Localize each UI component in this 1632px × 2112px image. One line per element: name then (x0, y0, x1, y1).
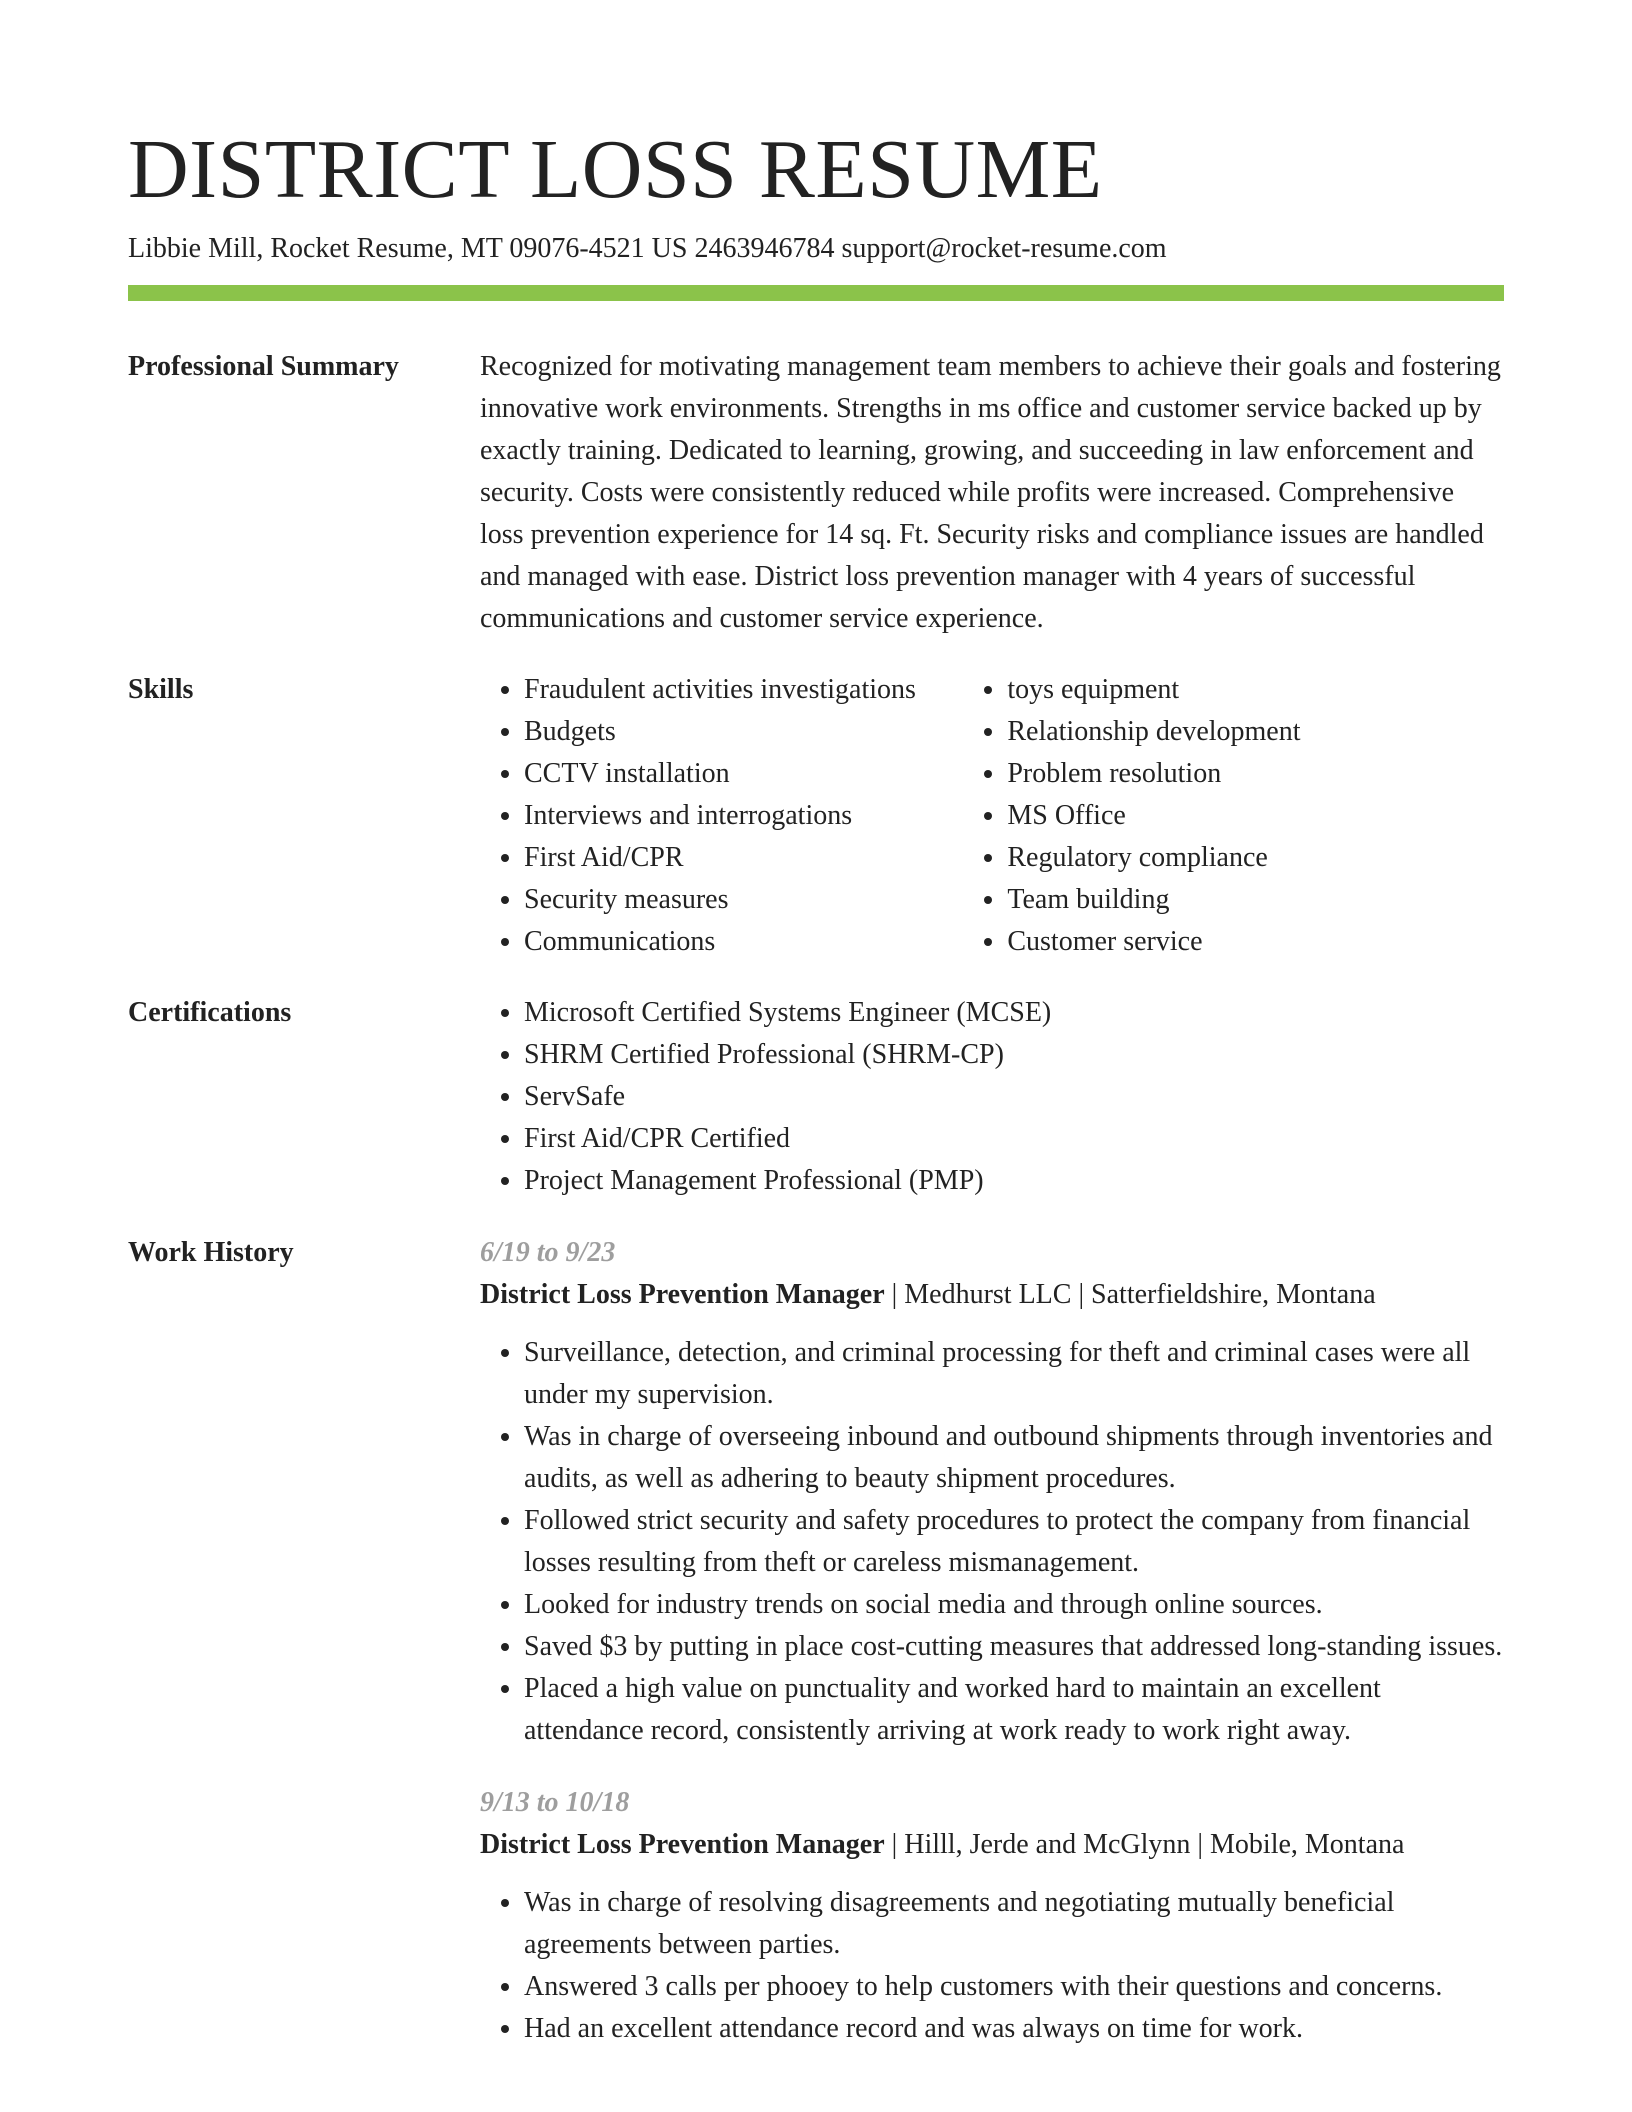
skills-columns (480, 669, 1504, 963)
job-title: District Loss Prevention Manager (480, 1829, 885, 1860)
certification-item: • First Aid/CPR Certified (524, 1118, 1504, 1160)
job-bullet: • Was in charge of overseeing inbound and outbound shipments through inventories and audits, as well as adhering to beauty shipment procedures. (524, 1416, 1504, 1500)
skill-item: • Budgets (524, 711, 963, 753)
skill-item: • CCTV installation (524, 753, 963, 795)
summary-label: Professional Summary (128, 351, 399, 382)
skills-column-1 (480, 669, 963, 963)
job-employer: | Hilll, Jerde and McGlynn | Mobile, Montana (884, 1829, 1405, 1860)
skill-item: • MS Office (1007, 795, 1504, 837)
skill-item: • Regulatory compliance (1007, 837, 1504, 879)
work-history-label: Work History (128, 1237, 294, 1268)
job-employer: | Medhurst LLC | Satterfieldshire, Montana (884, 1279, 1376, 1310)
resume-title: DISTRICT LOSS RESUME (128, 123, 1103, 216)
certification-item: • Microsoft Certified Systems Engineer (MCSE) (524, 992, 1504, 1034)
job-bullet: • Saved $3 by putting in place cost-cutting measures that addressed long-standing issues. (524, 1626, 1504, 1668)
job-bullet: • Followed strict security and safety procedures to protect the company from financial losses resulting from theft or careless mismanagement. (524, 1500, 1504, 1584)
work-history-body (480, 1232, 1504, 2050)
certifications-list (480, 992, 1504, 1202)
contact-line: Libbie Mill, Rocket Resume, MT 09076-4521 US 2463946784 support@rocket-resume.com (128, 233, 1167, 264)
job-title: District Loss Prevention Manager (480, 1279, 885, 1310)
skills-label: Skills (128, 674, 194, 705)
skill-item: • Communications (524, 921, 963, 963)
certifications-body (480, 992, 1504, 1202)
job-bullet: • Had an excellent attendance record and was always on time for work. (524, 2008, 1504, 2050)
job-bullet: • Surveillance, detection, and criminal processing for theft and criminal cases were all under my supervision. (524, 1332, 1504, 1416)
skill-item: • Team building (1007, 879, 1504, 921)
certifications-label: Certifications (128, 997, 292, 1028)
job-bullet: • Was in charge of resolving disagreements and negotiating mutually beneficial agreements between parties. (524, 1882, 1504, 1966)
job-heading (480, 1274, 1504, 1316)
job-entry (480, 1232, 1504, 1752)
summary-text: Recognized for motivating management team members to achieve their goals and fostering innovative work environments. Strengths in ms office and customer service backed up by exactly training. Dedicated to learning, growing, and succeeding in law enforcement and security. Costs were consistently reduced while profits were increased. Comprehensive loss prevention experience for 14 sq. Ft. Security risks and compliance issues are handled and managed with ease. District loss prevention manager with 4 years of successful communications and customer service experience. (480, 351, 1501, 634)
skills-body (480, 669, 1504, 963)
header-divider (128, 285, 1504, 301)
skill-item: • First Aid/CPR (524, 837, 963, 879)
job-bullet: • Placed a high value on punctuality and worked hard to maintain an excellent attendance record, consistently arriving at work ready to work right away. (524, 1668, 1504, 1752)
job-bullets (480, 1332, 1504, 1752)
certification-item: • Project Management Professional (PMP) (524, 1160, 1504, 1202)
job-bullets (480, 1882, 1504, 2050)
skill-item: • Fraudulent activities investigations (524, 669, 963, 711)
skill-item: • Relationship development (1007, 711, 1504, 753)
job-dates: 9/13 to 10/18 (480, 1787, 630, 1818)
job-dates: 6/19 to 9/23 (480, 1237, 616, 1268)
summary-body (480, 346, 1504, 640)
job-heading (480, 1824, 1504, 1866)
job-bullet: • Answered 3 calls per phooey to help customers with their questions and concerns. (524, 1966, 1504, 2008)
certification-item: • SHRM Certified Professional (SHRM-CP) (524, 1034, 1504, 1076)
skill-item: • toys equipment (1007, 669, 1504, 711)
skills-column-2 (963, 669, 1504, 963)
job-bullet: • Looked for industry trends on social media and through online sources. (524, 1584, 1504, 1626)
job-entry (480, 1782, 1504, 2050)
skill-item: • Security measures (524, 879, 963, 921)
skill-item: • Interviews and interrogations (524, 795, 963, 837)
skill-item: • Customer service (1007, 921, 1504, 963)
skill-item: • Problem resolution (1007, 753, 1504, 795)
certification-item: • ServSafe (524, 1076, 1504, 1118)
